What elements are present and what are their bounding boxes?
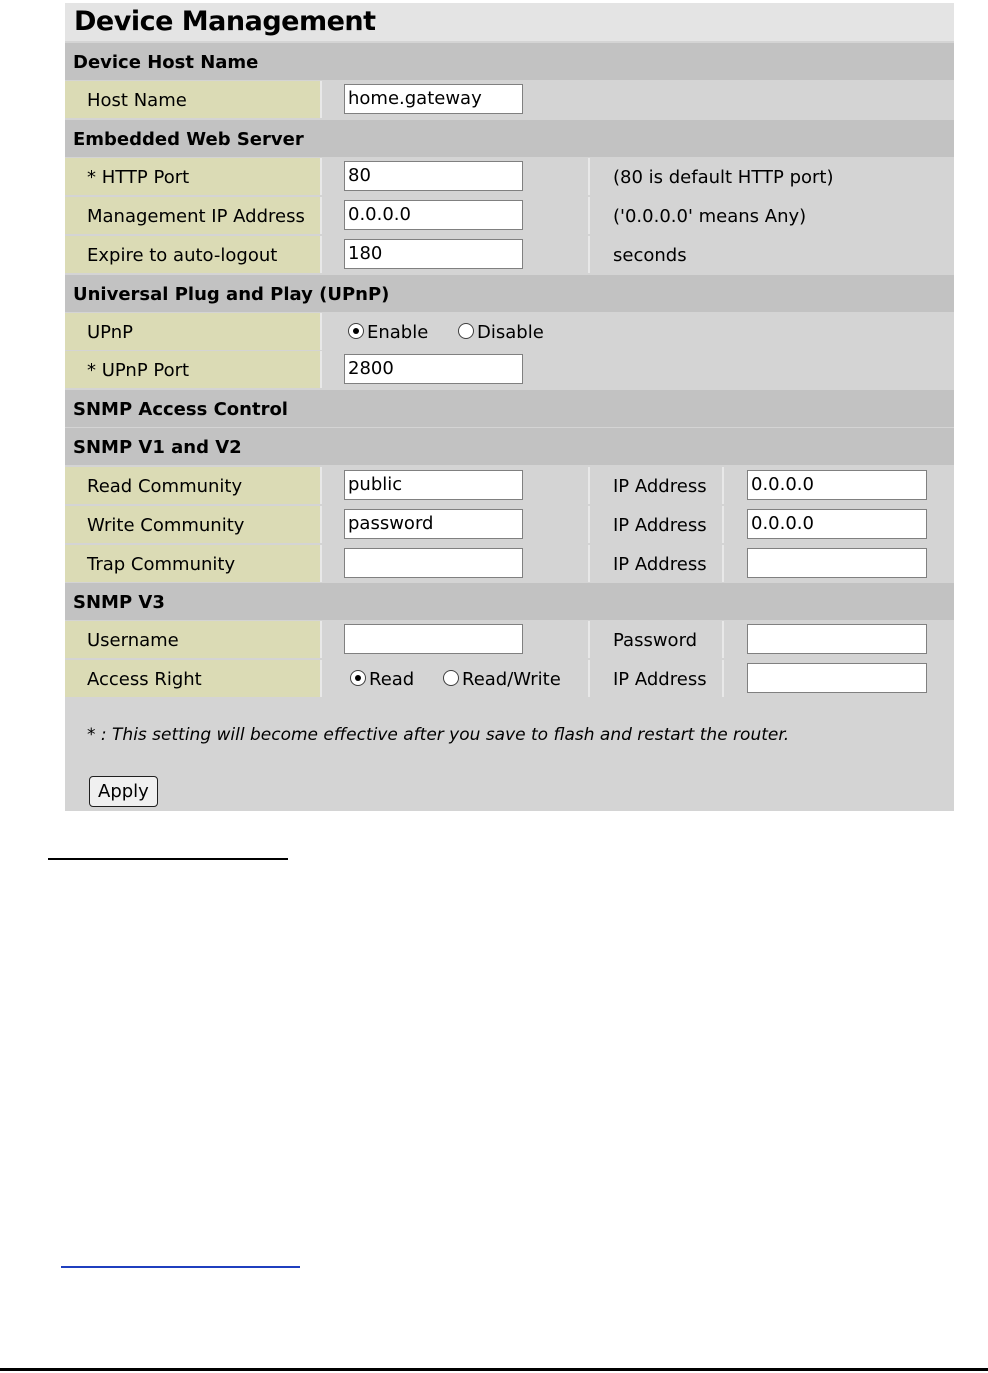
write-ip-label: IP Address — [613, 515, 707, 536]
read-community-input[interactable]: public — [344, 470, 523, 500]
divider — [320, 313, 322, 350]
write-community-label: Write Community — [87, 515, 245, 536]
divider — [722, 660, 724, 697]
upnp-disable-label: Disable — [477, 322, 544, 343]
divider — [722, 545, 724, 582]
divider — [722, 506, 724, 543]
section-title: Universal Plug and Play (UPnP) — [73, 284, 390, 305]
label-cell — [65, 158, 320, 195]
divider — [722, 467, 724, 504]
write-ip-input[interactable]: 0.0.0.0 — [747, 509, 927, 539]
divider — [320, 236, 322, 273]
divider — [320, 158, 322, 195]
read-ip-input[interactable]: 0.0.0.0 — [747, 470, 927, 500]
ip-label-cell — [588, 506, 722, 543]
section-title: SNMP Access Control — [73, 399, 288, 420]
access-readwrite-radio[interactable] — [443, 669, 561, 690]
divider — [588, 236, 590, 273]
section-snmp-access-control — [65, 390, 954, 427]
divider — [722, 621, 724, 658]
divider-line — [48, 858, 288, 860]
access-right-label: Access Right — [87, 669, 202, 690]
radio-unchecked-icon — [458, 323, 474, 339]
upnp-disable-radio[interactable] — [458, 322, 544, 343]
radio-checked-icon — [350, 670, 366, 686]
divider — [588, 158, 590, 195]
row-upnp-port — [65, 351, 954, 388]
footnote-text: * : This setting will become effective after you save to flash and restart the router. — [87, 725, 790, 745]
label-cell — [65, 467, 320, 504]
v3-ip-input[interactable] — [747, 663, 927, 693]
trap-ip-input[interactable] — [747, 548, 927, 578]
section-embedded-web-server — [65, 120, 954, 157]
section-device-host-name — [65, 43, 954, 80]
radio-checked-icon — [348, 323, 364, 339]
read-community-label: Read Community — [87, 476, 243, 497]
divider — [320, 351, 322, 388]
label-cell — [65, 545, 320, 582]
row-username — [65, 621, 954, 658]
trap-community-label: Trap Community — [87, 554, 236, 575]
label-cell — [65, 621, 320, 658]
expire-logout-label: Expire to auto-logout — [87, 245, 278, 266]
divider — [320, 197, 322, 234]
ip-label-cell — [588, 660, 722, 697]
label-cell — [65, 236, 320, 273]
section-title: SNMP V3 — [73, 592, 165, 613]
row-http-port — [65, 158, 954, 195]
upnp-enable-radio[interactable] — [348, 322, 428, 343]
section-title: Device Host Name — [73, 52, 259, 73]
label-cell — [65, 660, 320, 697]
title-bar — [65, 3, 954, 41]
row-write-community — [65, 506, 954, 543]
password-label: Password — [613, 630, 698, 651]
access-read-radio[interactable] — [350, 669, 414, 690]
management-ip-note: ('0.0.0.0' means Any) — [613, 206, 807, 227]
ip-label-cell — [588, 467, 722, 504]
section-snmp-v1-v2 — [65, 428, 954, 465]
divider — [320, 81, 322, 118]
host-name-input[interactable]: home.gateway — [344, 84, 523, 114]
section-upnp — [65, 275, 954, 312]
trap-community-input[interactable] — [344, 548, 523, 578]
divider — [320, 506, 322, 543]
http-port-note: (80 is default HTTP port) — [613, 167, 834, 188]
management-ip-label: Management IP Address — [87, 206, 305, 227]
expire-logout-input[interactable]: 180 — [344, 239, 523, 269]
row-upnp — [65, 313, 954, 350]
password-input[interactable] — [747, 624, 927, 654]
label-cell — [65, 197, 320, 234]
row-management-ip — [65, 197, 954, 234]
divider — [320, 621, 322, 658]
divider — [588, 197, 590, 234]
write-community-input[interactable]: password — [344, 509, 523, 539]
apply-button[interactable]: Apply — [89, 776, 158, 807]
row-host-name — [65, 81, 954, 118]
password-label-cell — [588, 621, 722, 658]
page-title: Device Management — [74, 6, 376, 37]
upnp-enable-label: Enable — [367, 322, 429, 343]
ip-label-cell — [588, 545, 722, 582]
row-trap-community — [65, 545, 954, 582]
page-bottom-rule — [0, 1368, 988, 1371]
read-ip-label: IP Address — [613, 476, 707, 497]
divider — [320, 545, 322, 582]
radio-unchecked-icon — [443, 670, 459, 686]
apply-row — [65, 750, 954, 811]
upnp-label: UPnP — [87, 322, 133, 343]
v3-ip-label: IP Address — [613, 669, 707, 690]
row-read-community — [65, 467, 954, 504]
username-label: Username — [87, 630, 179, 651]
section-title: Embedded Web Server — [73, 129, 304, 150]
footnote-row — [65, 700, 954, 750]
host-name-label: Host Name — [87, 90, 187, 111]
divider — [320, 660, 322, 697]
access-read-label: Read — [369, 669, 415, 690]
label-cell — [65, 506, 320, 543]
row-access-right — [65, 660, 954, 697]
device-management-panel — [65, 3, 954, 811]
management-ip-input[interactable]: 0.0.0.0 — [344, 200, 523, 230]
username-input[interactable] — [344, 624, 523, 654]
expire-logout-unit: seconds — [613, 245, 687, 266]
section-snmp-v3 — [65, 583, 954, 620]
access-readwrite-label: Read/Write — [462, 669, 561, 690]
section-title: SNMP V1 and V2 — [73, 437, 242, 458]
row-expire-logout — [65, 236, 954, 273]
label-cell — [65, 81, 320, 118]
label-cell — [65, 313, 320, 350]
trap-ip-label: IP Address — [613, 554, 707, 575]
divider — [320, 467, 322, 504]
upnp-port-label: * UPnP Port — [87, 360, 190, 381]
upnp-port-input[interactable]: 2800 — [344, 354, 523, 384]
http-port-input[interactable]: 80 — [344, 161, 523, 191]
label-cell — [65, 351, 320, 388]
link-underline — [61, 1266, 300, 1268]
http-port-label: * HTTP Port — [87, 167, 190, 188]
